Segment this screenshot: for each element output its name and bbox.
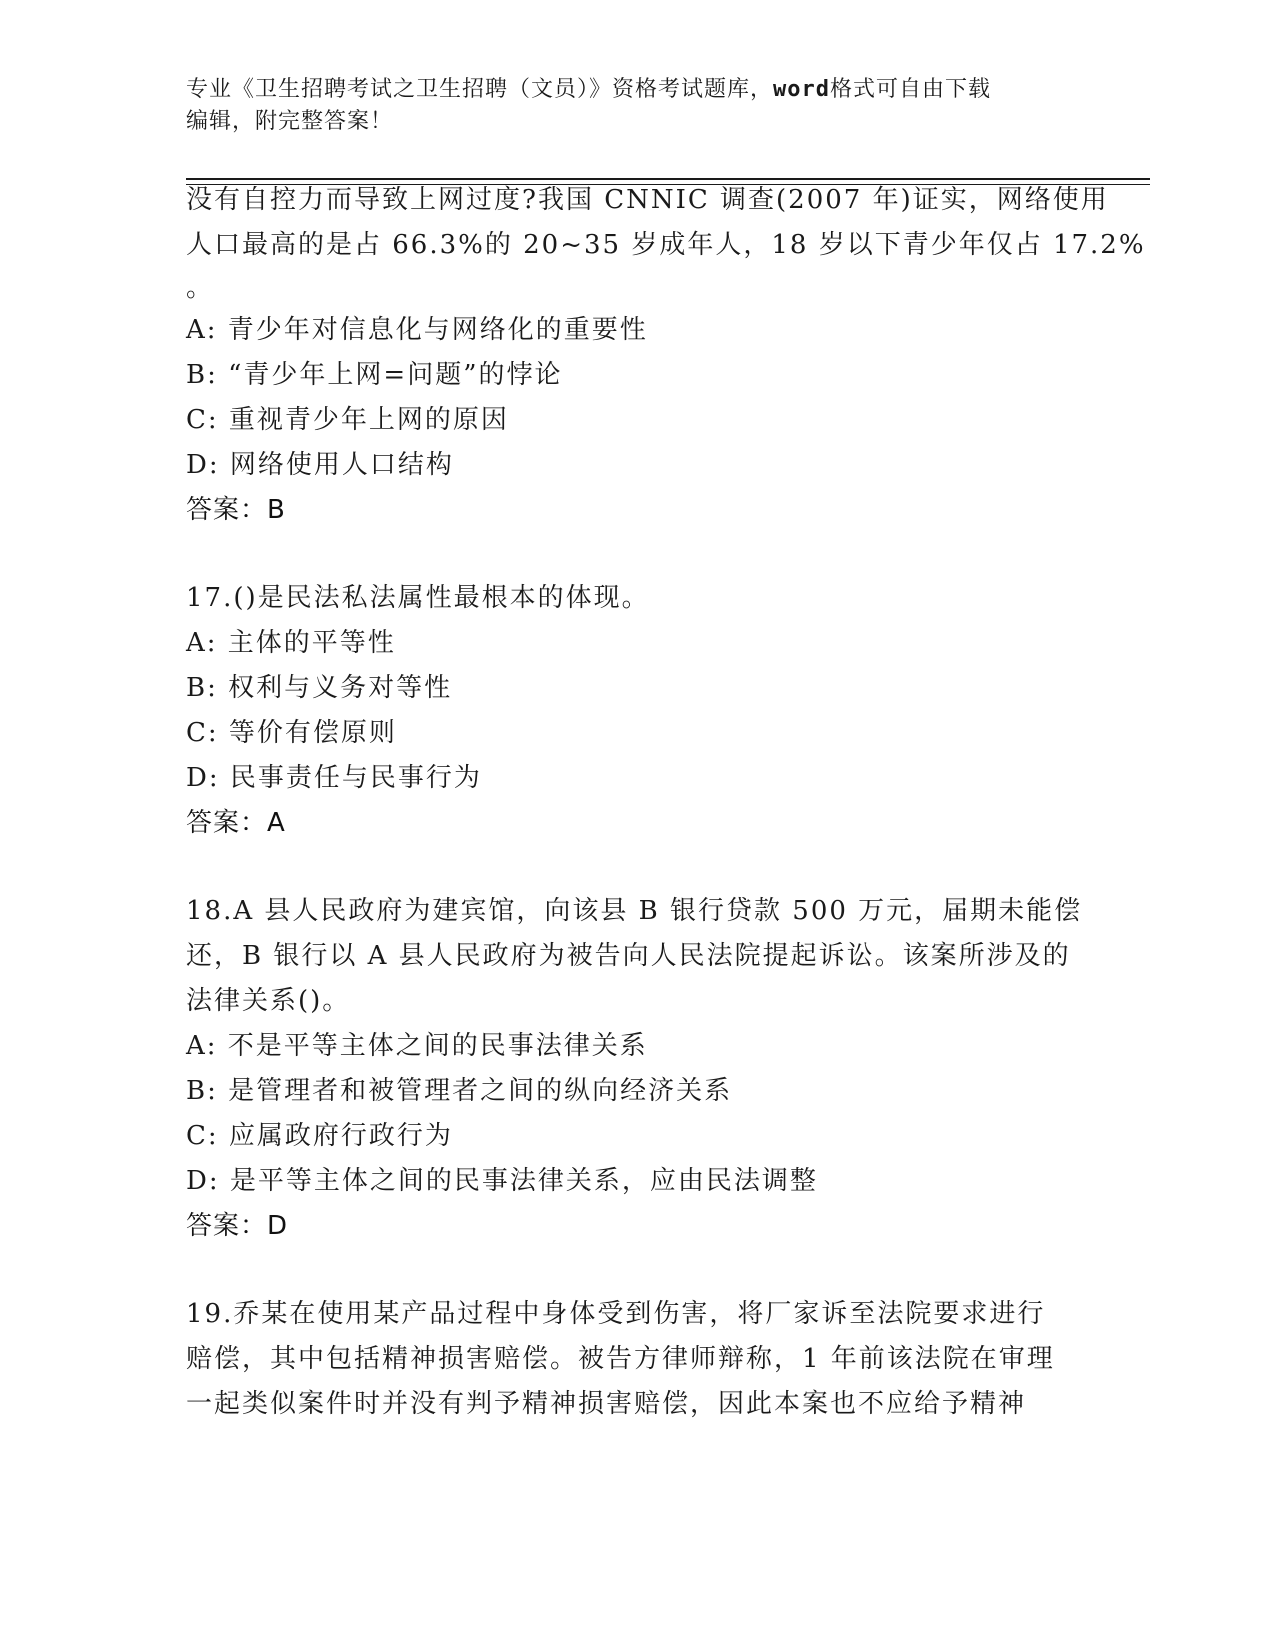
header-suffix: 格式可自由下载 bbox=[830, 77, 992, 102]
question-spacer bbox=[186, 1249, 1086, 1292]
question-text-line: 19.乔某在使用某产品过程中身体受到伤害，将厂家诉至法院要求进行 bbox=[186, 1299, 1046, 1329]
option-a: A: 青少年对信息化与网络化的重要性 bbox=[186, 315, 648, 345]
question-text-line: 没有自控力而导致上网过度?我国 CNNIC 调查(2007 年)证实，网络使用 bbox=[186, 185, 1109, 215]
header-line-1 bbox=[186, 74, 1086, 106]
option-d: D: 民事责任与民事行为 bbox=[186, 763, 482, 793]
answer-label: 答案：B bbox=[186, 495, 286, 525]
header-word: word bbox=[773, 77, 830, 102]
question-text-line: 法律关系()。 bbox=[186, 986, 351, 1016]
option-c: C: 应属政府行政行为 bbox=[186, 1121, 453, 1151]
question-list bbox=[186, 178, 1146, 1427]
question-text-line: 17.()是民法私法属性最根本的体现。 bbox=[186, 583, 650, 613]
question-text-line: 赔偿，其中包括精神损害赔偿。被告方律师辩称，1 年前该法院在审理 bbox=[186, 1344, 1055, 1374]
question-text-line: 。 bbox=[186, 273, 215, 303]
answer-label: 答案：A bbox=[186, 808, 286, 838]
answer-label: 答案：D bbox=[186, 1211, 289, 1241]
option-a: A: 不是平等主体之间的民事法律关系 bbox=[186, 1031, 648, 1061]
question-spacer bbox=[186, 533, 1086, 576]
question-19 bbox=[186, 1292, 1086, 1427]
question-16 bbox=[186, 178, 1146, 533]
option-b: B: 是管理者和被管理者之间的纵向经济关系 bbox=[186, 1076, 733, 1106]
question-18 bbox=[186, 889, 1086, 1249]
option-d: D: 网络使用人口结构 bbox=[186, 450, 454, 480]
option-d: D: 是平等主体之间的民事法律关系，应由民法调整 bbox=[186, 1166, 818, 1196]
header-line-2: 编辑，附完整答案！ bbox=[186, 109, 394, 134]
question-text-line: 一起类似案件时并没有判予精神损害赔偿，因此本案也不应给予精神 bbox=[186, 1389, 1027, 1419]
question-17 bbox=[186, 576, 1086, 846]
question-text-line: 人口最高的是占 66.3%的 20~35 岁成年人，18 岁以下青少年仅占 17.2% bbox=[186, 230, 1146, 260]
option-c: C: 重视青少年上网的原因 bbox=[186, 405, 509, 435]
option-c: C: 等价有偿原则 bbox=[186, 718, 397, 748]
option-a: A: 主体的平等性 bbox=[186, 628, 396, 658]
question-text-line: 18.A 县人民政府为建宾馆，向该县 B 银行贷款 500 万元，届期未能偿 bbox=[186, 896, 1083, 926]
option-b: B: 权利与义务对等性 bbox=[186, 673, 453, 703]
question-text-line: 还，B 银行以 A 县人民政府为被告向人民法院提起诉讼。该案所涉及的 bbox=[186, 941, 1071, 971]
question-spacer bbox=[186, 846, 1086, 889]
page-header bbox=[186, 74, 1086, 138]
option-b: B: “青少年上网=问题”的悖论 bbox=[186, 360, 563, 390]
header-prefix: 专业《卫生招聘考试之卫生招聘（文员）》资格考试题库， bbox=[186, 77, 774, 102]
